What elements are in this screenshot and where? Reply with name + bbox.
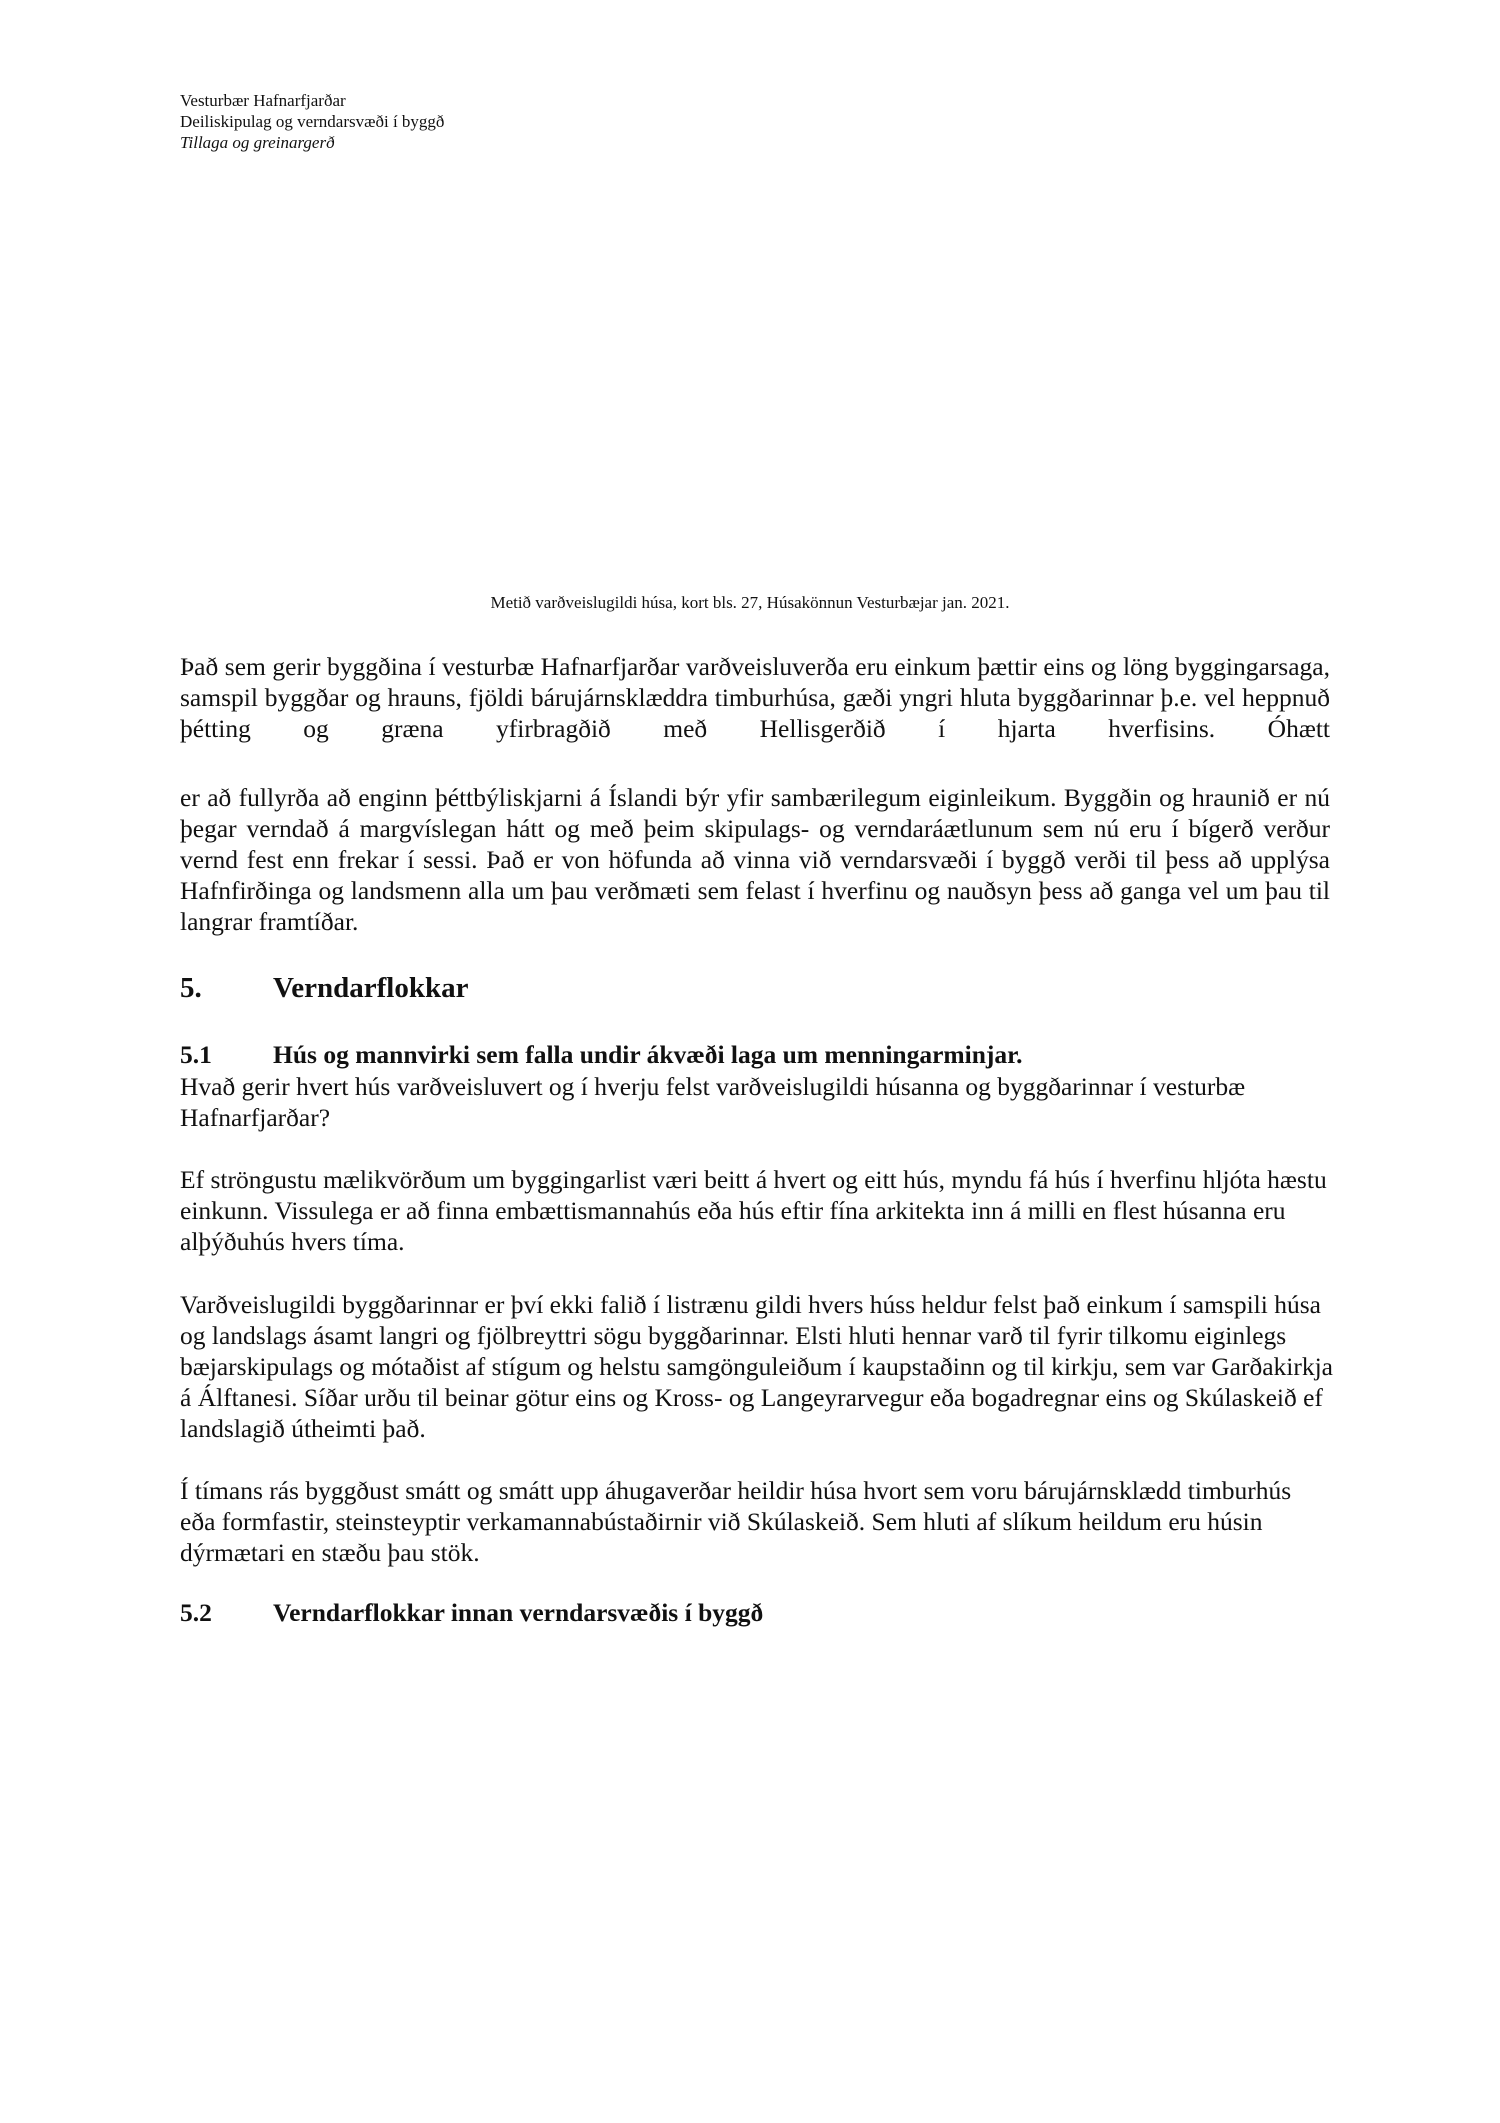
section-5-1-paragraph-1: Hvað gerir hvert hús varðveisluvert og í hverju felst varðveislugildi húsanna og byggðarinnar í vesturbæ Hafnarfjarðar? xyxy=(180,1072,1246,1132)
header-line-subtitle: Deiliskipulag og verndarsvæði í byggð xyxy=(180,112,445,131)
section-5-number: 5. xyxy=(180,972,202,1004)
header-line-title: Vesturbær Hafnarfjarðar xyxy=(180,91,346,110)
header-line-doc-type: Tillaga og greinargerð xyxy=(180,133,335,152)
section-5-2-number: 5.2 xyxy=(180,1598,212,1627)
figure-caption: Metið varðveislugildi húsa, kort bls. 27, Húsakönnun Vesturbæjar jan. 2021. xyxy=(490,593,1010,612)
section-5-1-paragraph-4: Í tímans rás byggðust smátt og smátt upp áhugaverðar heildir húsa hvort sem voru bárujárnsklædd timburhús eða formfastir, steinsteyptir verkamannabústaðirnir við Skúlaskeið. Sem hluti af slíkum heildum eru húsin dýrmætari en stæðu þau stök. xyxy=(180,1476,1292,1567)
section-5-heading xyxy=(180,972,469,1005)
section-5-1-heading xyxy=(180,1040,1023,1070)
section-5-2-title: Verndarflokkar innan verndarsvæðis í byggð xyxy=(273,1598,764,1627)
intro-paragraph-part2: er að fullyrða að enginn þéttbýliskjarni á Íslandi býr yfir sambærilegum eiginleikum. Byggðin og hraunið er nú þegar verndað á margvíslegan hátt og með þeim skipulags- og verndaráætlunum sem nú eru í bígerð verður vernd fest enn frekar í sessi. Það er von höfunda að vinna við verndarsvæði í byggð verði til þess að upplýsa Hafnfirðinga og landsmenn alla um þau verðmæti sem felast í hverfinu og nauðsyn þess að ganga vel um þau til langrar framtíðar. xyxy=(180,783,1330,936)
section-5-1-number: 5.1 xyxy=(180,1040,212,1069)
section-5-title: Verndarflokkar xyxy=(273,972,469,1004)
section-5-1-paragraph-2: Ef ströngustu mælikvörðum um byggingarlist væri beitt á hvert og eitt hús, myndu fá hús í hverfinu hljóta hæstu einkunn. Vissulega er að finna embættismannahús eða hús eftir fína arkitekta inn á milli en flest húsanna eru alþýðuhús hvers tíma. xyxy=(180,1165,1327,1256)
section-5-1-title: Hús og mannvirki sem falla undir ákvæði laga um menningarminjar. xyxy=(273,1040,1023,1069)
section-5-2-heading xyxy=(180,1598,763,1628)
running-header xyxy=(180,90,444,153)
intro-paragraph-part1: Það sem gerir byggðina í vesturbæ Hafnarfjarðar varðveisluverða eru einkum þættir eins og löng byggingarsaga, samspil byggðar og hrauns, fjöldi bárujárnsklæddra timburhúsa, gæði yngri hluta byggðarinnar þ.e. vel heppnuð þétting og græna yfirbragðið með Hellisgerðið í hjarta hverfisins. Óhætt xyxy=(180,652,1330,743)
section-5-1-paragraph-3: Varðveislugildi byggðarinnar er því ekki falið í listrænu gildi hvers húss heldur felst það einkum í samspili húsa og landslags ásamt langri og fjölbreyttri sögu byggðarinnar. Elsti hluti hennar varð til fyrir tilkomu eiginlegs bæjarskipulags og mótaðist af stígum og helstu samgönguleiðum í kaupstaðinn og til kirkju, sem var Garðakirkja á Álftanesi. Síðar urðu til beinar götur eins og Kross- og Langeyrarvegur eða bogadregnar eins og Skúlaskeið ef landslagið útheimti það. xyxy=(180,1290,1334,1443)
